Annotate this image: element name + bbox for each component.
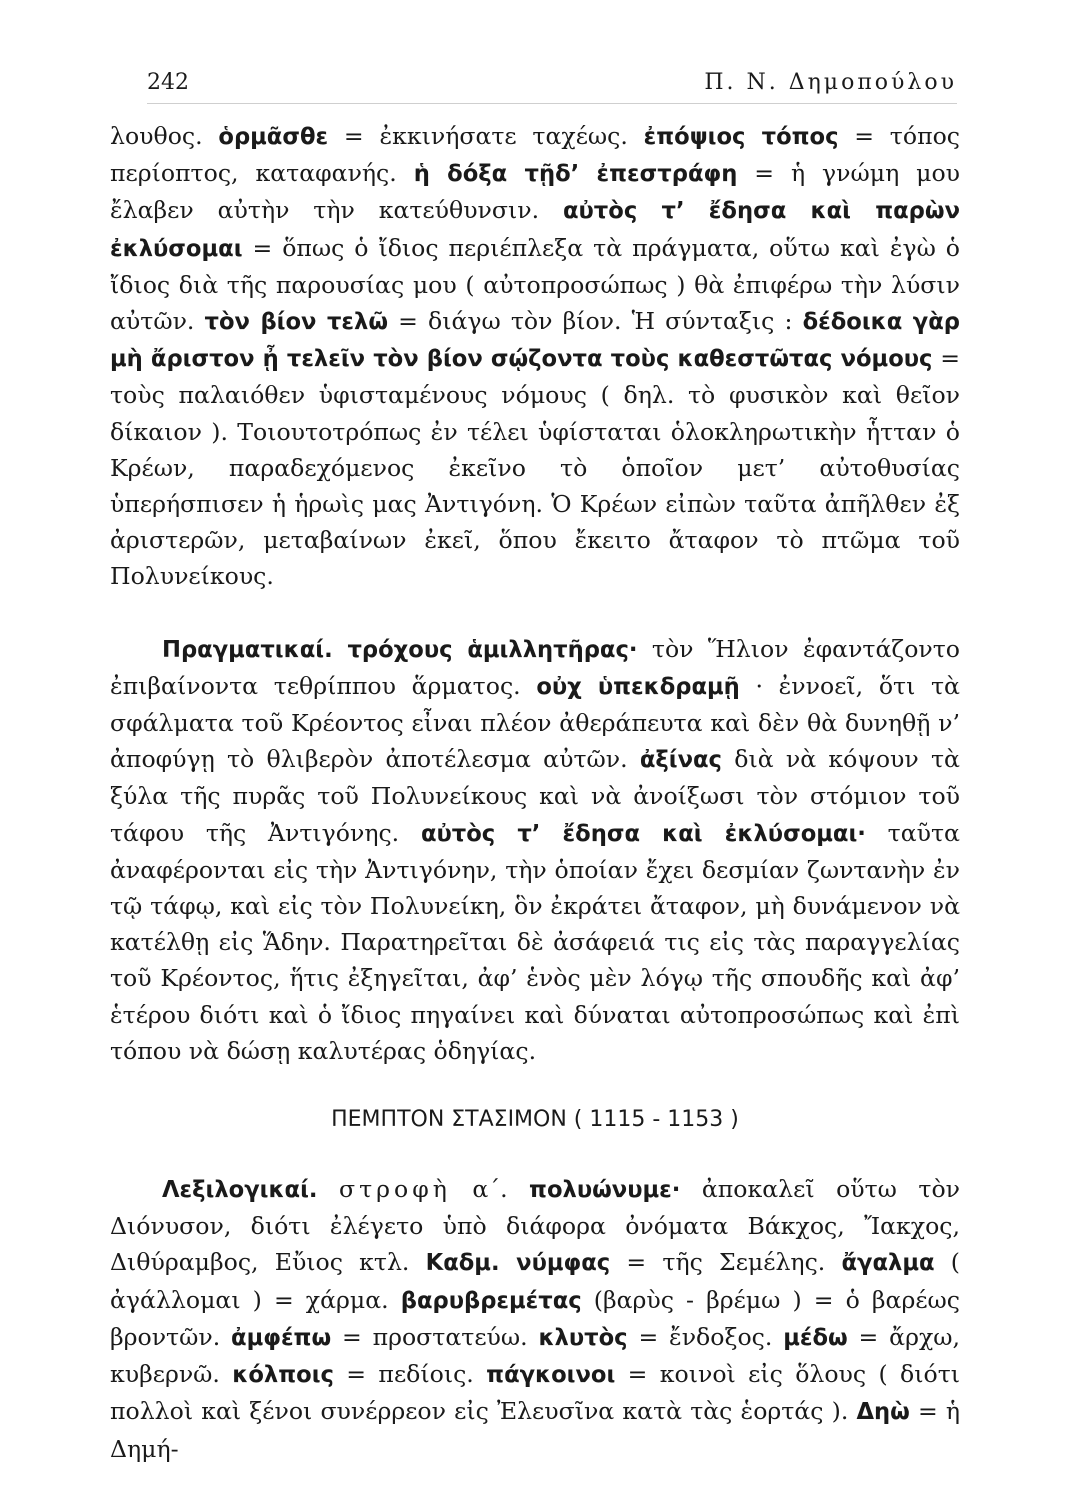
gloss: (βαρὺς - βρέμω ) = ὁ βαρέως βροντῶν. bbox=[110, 1285, 960, 1351]
gloss: διὰ νὰ κόψουν τὰ ξύλα τῆς πυρᾶς τοῦ Πολυνείκους καὶ νὰ ἀνοίξωσι τὸν στόμιον τοῦ τάφου τῆς Ἀντιγόνης. bbox=[110, 745, 960, 847]
page-header bbox=[147, 70, 957, 104]
gloss: = ἔνδοξος. bbox=[627, 1322, 784, 1351]
gloss: = τόπος περίοπτος, καταφανής. bbox=[110, 122, 960, 188]
paragraph-gap bbox=[110, 1137, 960, 1171]
section-lemma: Λεξιλογικαί. bbox=[162, 1177, 318, 1204]
lemma: Καδμ. νύμφας bbox=[425, 1250, 611, 1277]
gloss: α΄. bbox=[450, 1175, 530, 1204]
gloss: = ὅπως ὁ ἴδιος περιέπλεξα τὰ πράγματα, οὕτω καὶ ἐγὼ ὁ ἴδιος διὰ τῆς παρουσίας μου ( αὐτοπροσώπως ) θὰ ἐπιφέρω τὴν λύσιν αὐτῶν. bbox=[110, 233, 960, 336]
lemma: βαρυβρεμέτας bbox=[400, 1287, 582, 1314]
gloss: = τῆς Σεμέλης. bbox=[610, 1248, 842, 1277]
lemma: ἀξίνας bbox=[639, 747, 722, 774]
gloss: τὸν Ἥλιον ἐφαντάζοντο ἐπιβαίνοντα τεθρίππου ἅρματος. bbox=[110, 634, 960, 700]
lemma: ἡ δόξα τῇδ’ ἐπεστράφη bbox=[413, 161, 738, 188]
page-body bbox=[110, 118, 960, 1467]
lemma: οὐχ ὑπεκδραμῇ bbox=[536, 673, 740, 700]
lemma: ἐπόψιος τόπος bbox=[643, 124, 839, 150]
section-heading: ΠΕΜΠΤΟΝ ΣΤΑΣΙΜΟΝ ( 1115 - 1153 ) bbox=[331, 1107, 739, 1133]
lemma: τὸν βίον τελῶ bbox=[204, 309, 389, 336]
lemma: μέδω bbox=[783, 1324, 848, 1351]
section-lemma: Πραγματικαί. τρόχους ἁμιλλητῆρας· bbox=[162, 636, 638, 663]
stanza-label: στροφὴ bbox=[338, 1175, 451, 1204]
gloss: = διάγω τὸν βίον. Ἡ σύνταξις : bbox=[388, 307, 803, 336]
lemma: ἀμφέπω bbox=[231, 1324, 332, 1351]
gloss: = τοὺς παλαιόθεν ὑφισταμένους νόμους ( δηλ. τὸ φυσικὸν καὶ θεῖον δίκαιον ). Τοιουτοτρόπως ἐν τέλει ὑφίσταται ὁλοκληρωτικὴν ἧτταν ὁ Κρέων, παραδεχόμενος ἐκεῖνο τὸ ὁποῖον μετ’ αὐτοθυσίας ὑπερήσπισεν ἡ ἡρωὶς μας Ἀντιγόνη. Ὁ Κρέων εἰπὼν ταῦτα ἀπῆλθεν ἐξ ἀριστερῶν, μεταβαίνων ἐκεῖ, ὅπου ἔκειτο ἄταφον τὸ πτῶμα τοῦ Πολυνείκους. bbox=[110, 344, 960, 591]
paragraph-pragmatikai bbox=[110, 631, 960, 1069]
gloss: ταῦτα ἀναφέρονται εἰς τὴν Ἀντιγόνην, τὴν ὁποίαν ἔχει δεσμίαν ζωντανὴν ἐν τῷ τάφῳ, καὶ εἰς τὸν Πολυνείκη, ὃν ἐκράτει ἄταφον, μὴ δυνάμενον νὰ κατέλθῃ εἰς Ἅδην. Παρατηρεῖται δὲ ἀσάφειά τις εἰς τὰς παραγγελίας τοῦ Κρέοντος, ἥτις ἐξηγεῖται, ἀφ’ ἑνὸς μὲν λόγῳ τῆς σπουδῆς καὶ ἀφ’ ἑτέρου διότι καὶ ὁ ἴδιος πηγαίνει καὶ δύναται αὐτοπροσώπως καὶ ἐπὶ τόπου νὰ δώσῃ καλυτέρας ὁδηγίας. bbox=[110, 818, 960, 1065]
gloss: ( ἀγάλλομαι ) = χάρμα. bbox=[110, 1248, 960, 1314]
gloss: = ἡ Δημή- bbox=[110, 1397, 961, 1463]
gloss: ἀποκαλεῖ οὕτω τὸν Διόνυσον, διότι ἐλέγετο ὑπὸ διάφορα ὀνόματα Βάκχος, Ἴακχος, Διθύραμβος, Εὔιος κτλ. bbox=[110, 1175, 960, 1277]
gloss: = προστατεύω. bbox=[331, 1322, 539, 1351]
lemma: πάγκοινοι bbox=[486, 1362, 616, 1389]
gloss: = ἡ γνώμη μου ἔλαβεν αὐτὴν τὴν κατεύθυνσιν. bbox=[110, 159, 961, 225]
gloss: · ἐννοεῖ, ὅτι τὰ σφάλματα τοῦ Κρέοντος εἶναι πλέον ἀθεράπευτα καὶ δὲν θὰ δυνηθῇ ν’ ἀποφύγῃ τὸ θλιβερὸν ἀποτέλεσμα αὐτῶν. bbox=[110, 671, 960, 774]
lemma: αὐτὸς τ’ ἔδησα καὶ παρὼν ἐκλύσομαι bbox=[110, 198, 960, 262]
gloss: = ἐκκινήσατε ταχέως. bbox=[328, 122, 644, 150]
lemma: ἄγαλμα bbox=[841, 1250, 935, 1277]
lemma: αὐτὸς τ’ ἔδησα καὶ ἐκλύσομαι· bbox=[420, 820, 866, 847]
page-number: 242 bbox=[147, 70, 189, 95]
paragraph-lexilogikai bbox=[110, 1171, 960, 1467]
lemma: πολυώνυμε· bbox=[529, 1177, 681, 1204]
running-title: Π. Ν. Δημοπούλου bbox=[704, 70, 957, 95]
lemma: ὁρμᾶσθε bbox=[218, 124, 329, 150]
lemma: δέδοικα γὰρ μὴ ἄριστον ᾖ τελεῖν τὸν βίον σῴζοντα τοὺς καθεστῶτας νόμους bbox=[110, 309, 960, 373]
paragraph-continuation bbox=[110, 118, 960, 595]
lemma: Δηὼ bbox=[856, 1399, 910, 1426]
text-span bbox=[318, 1175, 339, 1203]
paragraph-gap bbox=[110, 595, 960, 631]
lemma: κόλποις bbox=[232, 1362, 334, 1389]
gloss: = ἄρχω, κυβερνῶ. bbox=[110, 1322, 960, 1389]
paragraph-gap bbox=[110, 1069, 960, 1103]
text-span: λουθος. bbox=[110, 122, 219, 150]
lemma: κλυτὸς bbox=[538, 1324, 628, 1351]
gloss: = πεδίοις. bbox=[333, 1360, 487, 1389]
gloss: = κοινοὶ εἰς ὅλους ( διότι πολλοὶ καὶ ξένοι συνέρρεον εἰς Ἐλευσῖνα κατὰ τὰς ἑορτάς ). bbox=[110, 1360, 961, 1426]
